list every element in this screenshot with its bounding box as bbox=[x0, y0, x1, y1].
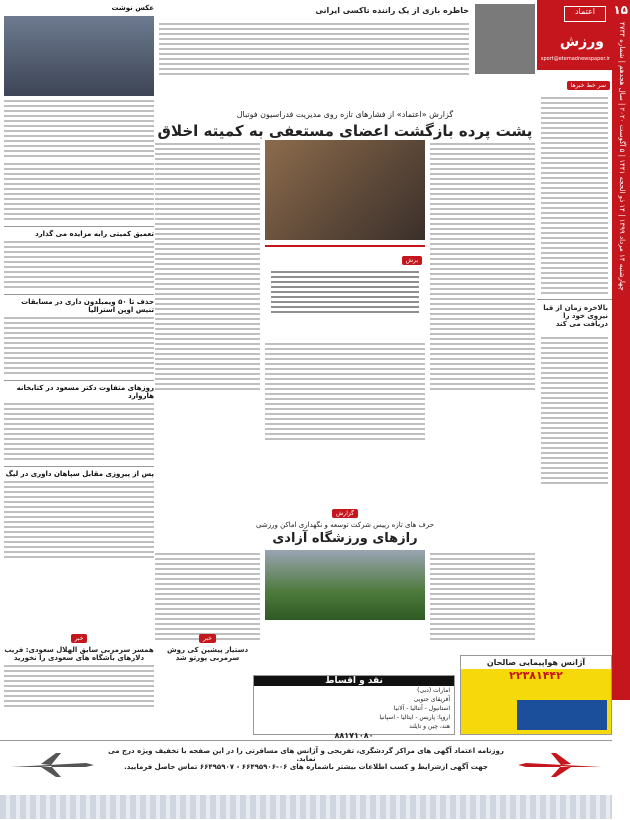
portrait-photo bbox=[475, 4, 535, 74]
quote-tag: برش bbox=[402, 256, 422, 265]
airplane-icon-right bbox=[516, 749, 606, 779]
brief-title-1[interactable]: تعمیق کمیتی رابه مزایده می گذارد bbox=[4, 226, 154, 238]
photo-caption-box bbox=[4, 4, 154, 160]
tour-ad-line-1: امارات (دبی) bbox=[417, 687, 450, 694]
story2-tag: خبر bbox=[71, 634, 88, 643]
main-story-photo bbox=[265, 140, 425, 240]
bottom-banner[interactable] bbox=[0, 740, 612, 819]
quote-box bbox=[265, 245, 425, 337]
tour-ad-line-2: آفریقای جنوبی bbox=[413, 696, 450, 703]
top-story bbox=[155, 4, 535, 104]
left-column bbox=[537, 72, 612, 489]
main-overline: گزارش «اعتماد» از فشارهای تازه روی مدیریت فدراسیون فوتبال bbox=[236, 110, 454, 119]
stadium-photo bbox=[265, 550, 425, 620]
story1-headline[interactable]: دستیار پیشین کی روش سرمربی پورتو شد bbox=[166, 646, 249, 662]
azadi-overline: حرف های تازه رییس شرکت توسعه و نگهداری اماکن ورزشی bbox=[256, 521, 434, 529]
main-story-header bbox=[155, 110, 535, 140]
section-title: ورزش bbox=[559, 34, 604, 50]
brief-title-4[interactable]: پس از پیروزی مقابل سپاهان داوری در لیگ bbox=[4, 466, 154, 478]
airline-ad-graphic bbox=[517, 700, 607, 730]
tour-ad-title: نقد و اقساط bbox=[254, 676, 454, 686]
azadi-tag: گزارش bbox=[332, 509, 358, 518]
bottom-story-1 bbox=[155, 625, 260, 662]
column-label: سر خط خبرها bbox=[567, 81, 610, 90]
date-line: چهارشنبه ۱۴ مرداد ۱۳۹۹ | ۱۴ ذو الحجه ۱۴۴۱ | ۵ آگوست ۲۰۲۰ | سال هجدهم | شماره ۴۷۳۴ bbox=[618, 22, 626, 291]
banner-text-1: روزنامه اعتماد آگهی های مراکز گردشگری، تفریحی و آژانس های مسافرتی را در این صفحه با تخفیف ویژه درج می نماید. bbox=[108, 747, 504, 763]
story2-headline[interactable]: همسر سرمربی سابق الهلال سعودی: فریب دلارهای باشگاه های سعودی را نخورید bbox=[4, 646, 154, 662]
bottom-story-2 bbox=[4, 625, 154, 710]
top-story-kicker[interactable]: خاطره بازی از یک راننده تاکسی ایرانی bbox=[315, 6, 469, 15]
team-photo bbox=[4, 16, 154, 96]
airline-ad-title: آژانس هواپیمایی صالحان bbox=[461, 656, 611, 669]
city-skyline bbox=[0, 795, 612, 819]
tour-ad-line-4: اروپا: پاریس - ایتالیا - اسپانیا bbox=[379, 714, 450, 721]
section-header bbox=[537, 0, 612, 70]
azadi-headline[interactable]: رازهای ورزشگاه آزادی bbox=[272, 531, 418, 546]
brief-title-2[interactable]: حذف تا ۵۰ ویمبلدون داری در مسابقات تنیس اوپن استرالیا bbox=[4, 294, 154, 314]
page-number: ۱۵ bbox=[613, 3, 628, 17]
airline-ad-phone: ۲۲۳۸۱۴۴۲ bbox=[509, 669, 563, 682]
tour-ad-line-5: هند، چین و تایلند bbox=[409, 723, 450, 730]
story1-tag: خبر bbox=[199, 634, 216, 643]
banner-text-2: جهت آگهی ازشرایط و کسب اطلاعات بیشتر باشماره های ۰۶-۶۶۴۹۵۹۰۶ - ۶۶۴۹۵۹۰۷ تماس حاصل فرمایید. bbox=[124, 763, 488, 771]
tour-ad-line-3: استانبول - آنتالیا - آلانیا bbox=[393, 705, 450, 712]
tour-ad-phone: ۸۸۱۷۱۰۸۰ bbox=[334, 731, 374, 740]
tour-ad[interactable] bbox=[253, 675, 455, 740]
section-strip bbox=[612, 0, 630, 700]
section-email[interactable]: sport@etemadnewspaper.ir bbox=[540, 56, 610, 62]
brief-title-3[interactable]: روزهای متفاوت دکتر مسعود در کتابخانه هاروارد bbox=[4, 380, 154, 400]
azadi-story bbox=[155, 500, 535, 546]
airplane-icon-left bbox=[6, 749, 96, 779]
column-headline[interactable]: بالاخره زمان از قبا نیروی خود را دریافت می کند bbox=[537, 299, 612, 332]
main-headline[interactable]: پشت پرده بازگشت اعضای مستعفی به کمیته اخلاق bbox=[157, 122, 533, 140]
briefs-column bbox=[4, 160, 154, 561]
airline-ad[interactable] bbox=[460, 655, 612, 735]
logo: اعتماد bbox=[564, 6, 606, 22]
photo-box-title: عکس نوشت bbox=[111, 4, 154, 12]
